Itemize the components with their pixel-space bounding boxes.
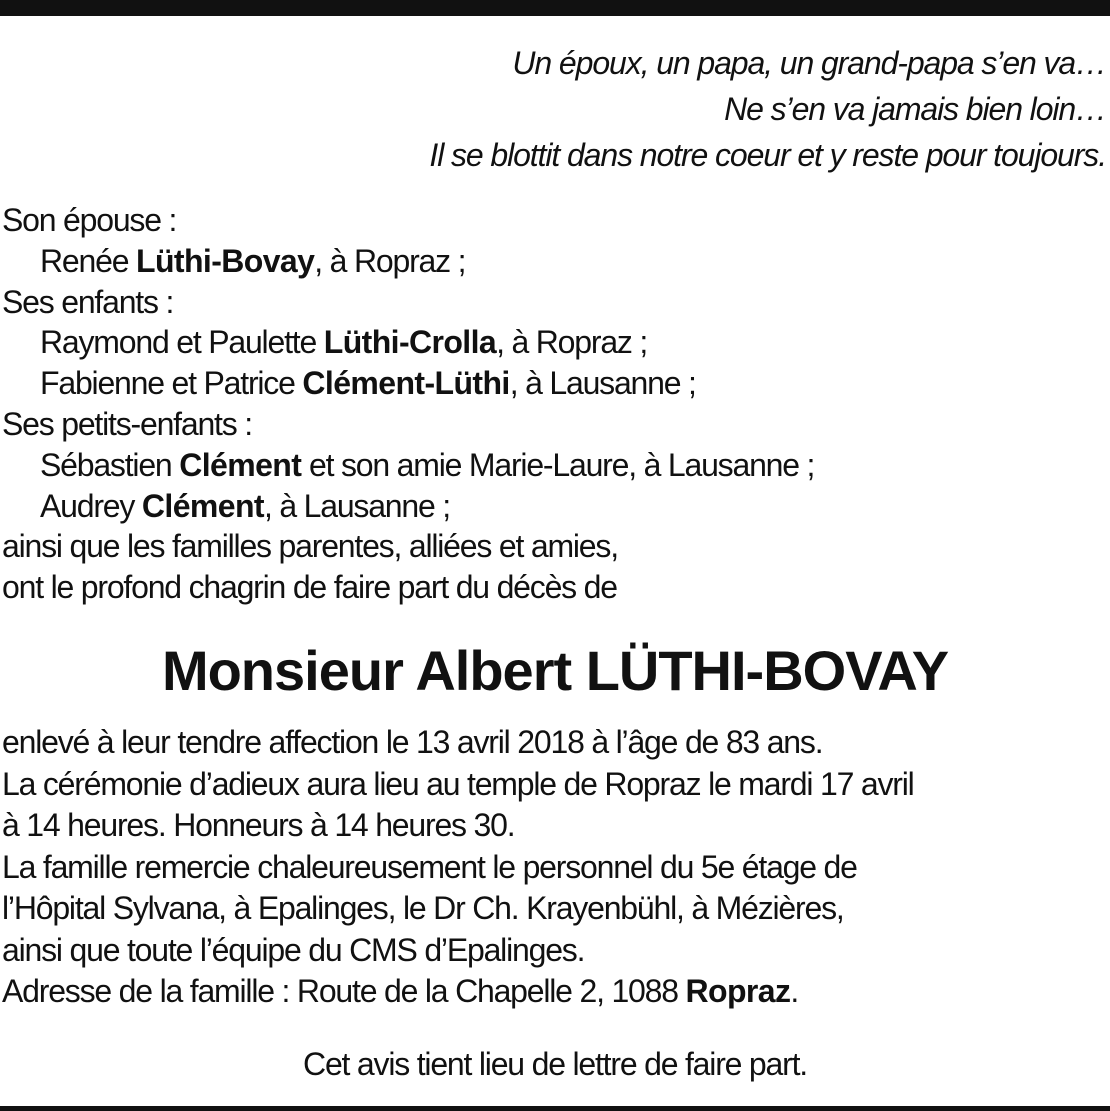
surname: Clément-Lüthi: [302, 365, 510, 402]
location: , à Lausanne ;: [263, 487, 450, 524]
poem-line: Ne s’en va jamais bien loin…: [724, 91, 1106, 127]
surname: Clément: [179, 446, 302, 483]
first-names: Audrey: [40, 487, 142, 524]
funeral-details: [2, 722, 914, 1013]
address-town: Ropraz: [685, 973, 791, 1009]
first-names: Renée: [40, 242, 136, 279]
grandchild-entry: [2, 445, 814, 486]
first-names: Fabienne et Patrice: [40, 365, 303, 402]
children-heading: Ses enfants :: [2, 283, 174, 320]
spouse-entry: [2, 241, 814, 282]
details-line: La cérémonie d’adieux aura lieu au temple de Ropraz le mardi 17 avril: [2, 765, 914, 802]
grandchild-entry: [2, 486, 814, 527]
relatives-line: ainsi que les familles parentes, alliées et amies,: [2, 528, 618, 565]
closing-note: Cet avis tient lieu de lettre de faire part.: [303, 1046, 807, 1082]
address-end: .: [790, 973, 799, 1009]
top-border-rule: [0, 0, 1110, 16]
details-line: enlevé à leur tendre affection le 13 avril 2018 à l’âge de 83 ans.: [2, 724, 823, 760]
details-line: La famille remercie chaleureusement le personnel du 5e étage de: [2, 848, 857, 885]
first-names: Sébastien: [40, 446, 180, 483]
child-entry: [2, 363, 814, 404]
location: , à Lausanne ;: [509, 365, 696, 402]
location: , à Ropraz ;: [496, 324, 648, 361]
location: et son amie Marie-Laure, à Lausanne ;: [301, 446, 815, 483]
poem-line: Un époux, un papa, un grand-papa s’en va…: [512, 45, 1106, 81]
spouse-heading: Son épouse :: [2, 202, 177, 238]
details-line: l’Hôpital Sylvana, à Epalinges, le Dr Ch. Krayenbühl, à Mézières,: [2, 890, 844, 926]
family-list: [2, 200, 814, 608]
family-address: [2, 971, 914, 1013]
location: , à Ropraz ;: [314, 242, 466, 279]
announcement-line: ont le profond chagrin de faire part du décès de: [2, 569, 617, 606]
details-line: ainsi que toute l’équipe du CMS d’Epalinges.: [2, 931, 585, 968]
address-text: Adresse de la famille : Route de la Chapelle 2, 1088: [2, 973, 686, 1009]
first-names: Raymond et Paulette: [40, 324, 324, 361]
grandchildren-heading: Ses petits-enfants :: [2, 405, 252, 442]
bottom-border-rule: [0, 1106, 1110, 1111]
deceased-name: Monsieur Albert LÜTHI-BOVAY: [161, 639, 949, 702]
details-line: à 14 heures. Honneurs à 14 heures 30.: [2, 807, 515, 843]
poem-line: Il se blottit dans notre coeur et y reste pour toujours.: [429, 137, 1106, 173]
child-entry: [2, 322, 814, 363]
surname: Lüthi-Crolla: [323, 324, 497, 361]
surname: Lüthi-Bovay: [136, 242, 315, 279]
surname: Clément: [141, 487, 264, 524]
opening-poem: [429, 40, 1106, 178]
